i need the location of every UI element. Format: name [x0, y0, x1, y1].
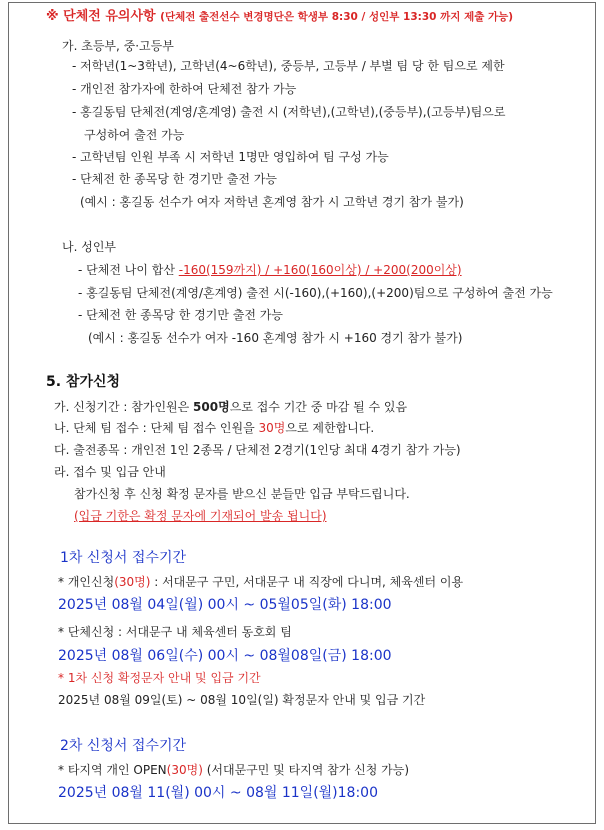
round1-confirm-dates: 2025년 08월 09일(토) ~ 08월 10일(일) 확정문자 안내 및 입금 기간 [58, 693, 426, 707]
individual-suffix: : 서대문구 구민, 서대문구 내 직장에 다니며, 체육센터 이용 [150, 575, 464, 589]
team-count: 30명 [258, 421, 286, 435]
round1-heading: 1차 신청서 접수기간 [60, 550, 186, 566]
individual-prefix: * 개인신청 [58, 575, 115, 589]
individual-count: (30명) [114, 575, 151, 589]
payment-heading: 라. 접수 및 입금 안내 [54, 465, 166, 479]
section-ga-line: 구성하여 출전 가능 [84, 128, 185, 142]
round1-team-dates: 2025년 08월 06일(수) 00시 ~ 08월08일(금) 18:00 [58, 648, 392, 664]
payment-note: 참가신청 후 신청 확정 문자를 받으신 분들만 입금 부탁드립니다. [74, 487, 410, 501]
notice-title-mark: ※ 단체전 유의사항 [46, 9, 156, 24]
section-na-example: (예시 : 홍길동 선수가 여자 -160 혼계영 참가 시 +160 경기 참가 불가) [88, 331, 463, 345]
round1-confirm-note: * 1차 신청 확정문자 안내 및 입금 기간 [58, 671, 261, 685]
notice-title [46, 9, 513, 25]
team-application [54, 420, 374, 436]
section-na-line: - 홍길동팀 단체전(계영/혼계영) 출전 시(-160),(+160),(+200)팀으로 구성하여 출전 가능 [78, 286, 553, 300]
open-count: (30명) [166, 763, 203, 777]
section-ga-line: - 홍길동팀 단체전(계영/혼계영) 출전 시 (저학년),(고학년),(중등부),(고등부)팀으로 [72, 105, 506, 119]
section-5-title: 5. 참가신청 [46, 374, 121, 390]
age-prefix: - 단체전 나이 합산 [78, 263, 179, 277]
open-prefix: * 타지역 개인 OPEN [58, 763, 167, 777]
round2-open-dates: 2025년 08월 11(월) 00시 ~ 08월 11일(월)18:00 [58, 785, 378, 801]
team-prefix: 나. 단체 팀 접수 : 단체 팀 접수 인원을 [54, 421, 259, 435]
section-na-line: - 단체전 한 종목당 한 경기만 출전 가능 [78, 308, 283, 322]
section-na-heading: 나. 성인부 [62, 240, 116, 254]
section-ga-line: - 단체전 한 종목당 한 경기만 출전 가능 [72, 172, 277, 186]
round2-open [58, 762, 409, 778]
age-values: -160(159까지) / +160(160이상) / +200(200이상) [178, 263, 462, 277]
section-ga-heading: 가. 초등부, 중·고등부 [62, 39, 174, 53]
section-ga-example: (예시 : 홍길동 선수가 여자 저학년 혼계영 참가 시 고학년 경기 참가 불가) [80, 195, 464, 209]
round1-individual [58, 574, 463, 590]
section-ga-line: - 고학년팀 인원 부족 시 저학년 1명만 영입하여 팀 구성 가능 [72, 150, 389, 164]
application-period [54, 399, 407, 415]
section-ga-line: - 개인전 참가자에 한하여 단체전 참가 가능 [72, 82, 297, 96]
events-line: 다. 출전종목 : 개인전 1인 2종목 / 단체전 2경기(1인당 최대 4경기 참가 가능) [54, 443, 461, 457]
section-ga-line: - 저학년(1~3학년), 고학년(4~6학년), 중등부, 고등부 / 부별 팀 당 한 팀으로 제한 [72, 59, 505, 73]
period-prefix: 가. 신청기간 : 참가인원은 [54, 400, 194, 414]
payment-warning: (입금 기한은 확정 문자에 기재되어 발송 됩니다) [74, 509, 327, 523]
round2-heading: 2차 신청서 접수기간 [60, 738, 186, 754]
team-suffix: 으로 제한합니다. [285, 421, 375, 435]
period-count: 500명 [193, 400, 230, 414]
notice-title-note: (단체전 출전선수 변경명단은 학생부 8:30 / 성인부 13:30 까지 제출 가능) [160, 11, 514, 23]
open-suffix: (서대문구민 및 타지역 참가 신청 가능) [202, 763, 410, 777]
section-na-age-line [78, 262, 462, 278]
round1-team: * 단체신청 : 서대문구 내 체육센터 동호회 팀 [58, 625, 292, 639]
round1-individual-dates: 2025년 08월 04일(월) 00시 ~ 05월05일(화) 18:00 [58, 597, 392, 613]
period-suffix: 으로 접수 기간 중 마감 될 수 있음 [229, 400, 408, 414]
